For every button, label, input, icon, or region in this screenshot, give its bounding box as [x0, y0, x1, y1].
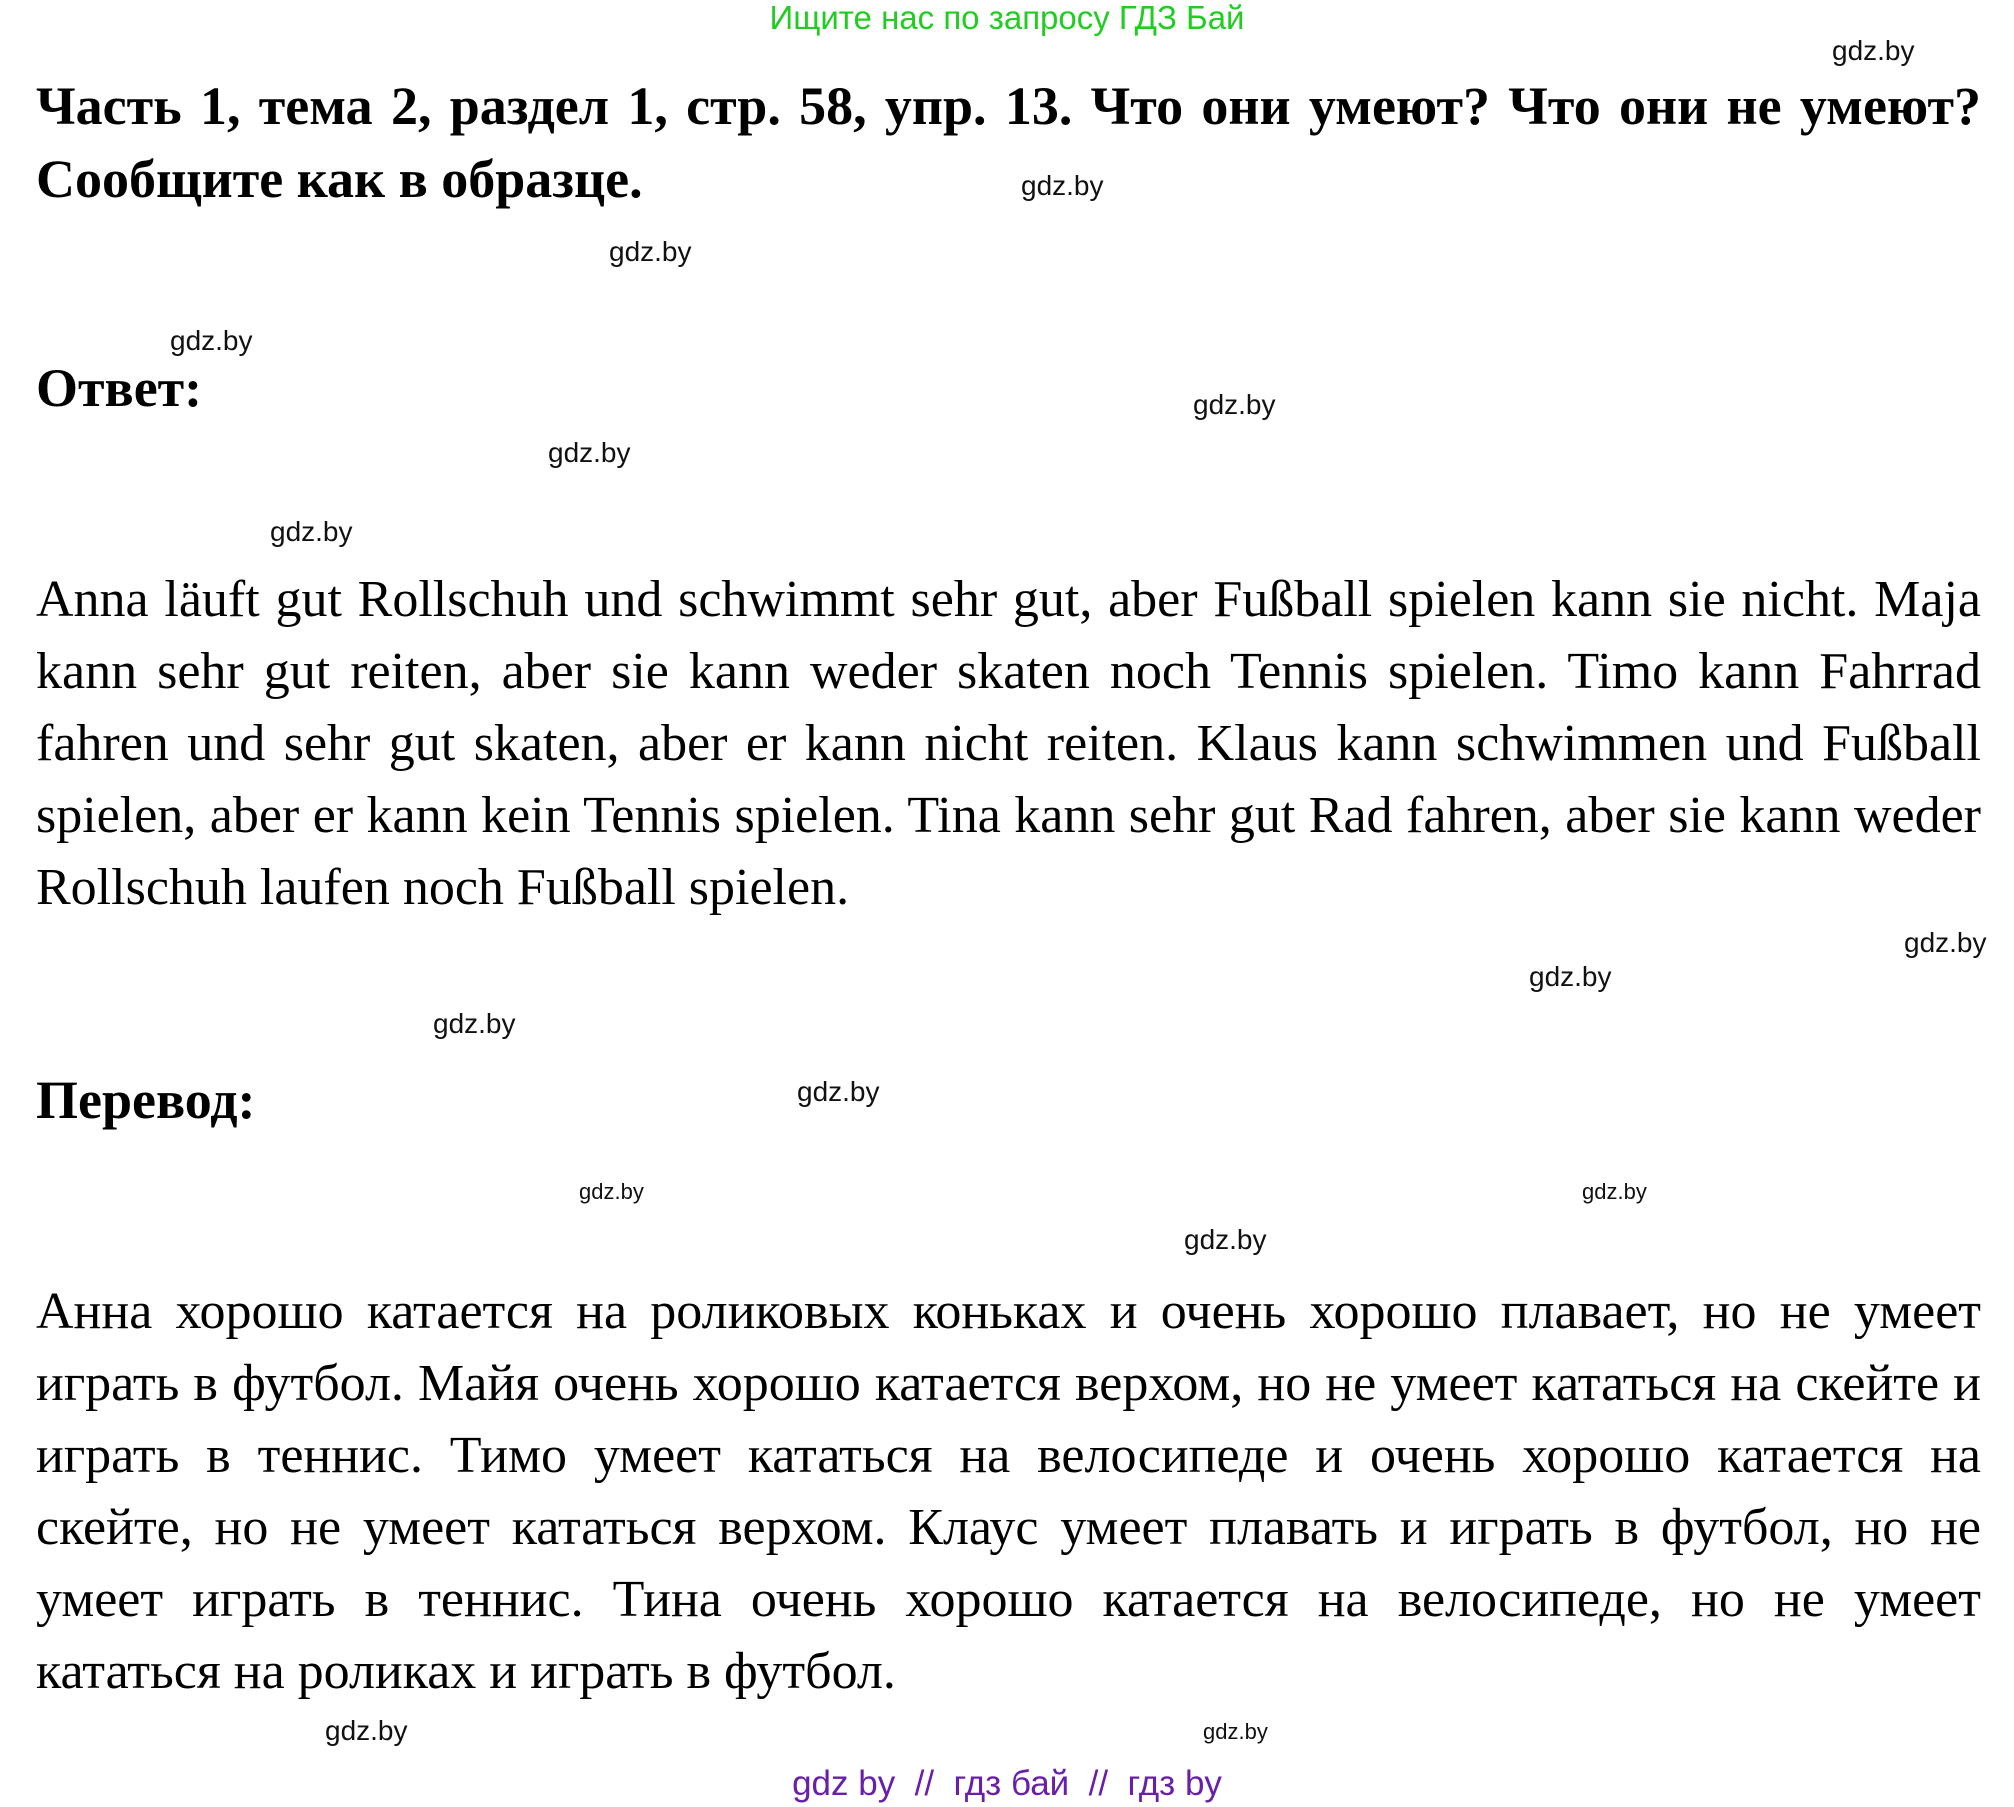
watermark: gdz.by [1021, 170, 1104, 201]
watermark: gdz.by [433, 1008, 516, 1039]
watermark: gdz.by [325, 1715, 408, 1746]
footer-links: gdz by // гдз бай // гдз by [792, 1764, 1222, 1803]
watermark: gdz.by [1904, 927, 1987, 958]
translation-heading: Перевод: [36, 1070, 256, 1130]
watermark: gdz.by [609, 236, 692, 267]
watermark: gdz.by [579, 1179, 644, 1204]
translation-text: Анна хорошо катается на роликовых коньках и очень хорошо плавает, но не умеет играть в футбол. Майя очень хорошо катается верхом, но не умеет кататься на скейте и играть в теннис. Тимо умеет кататься на велосипеде и очень хорошо катается на скейте, но не умеет кататься верхом. Клаус умеет плавать и играть в футбол, но не умеет играть в теннис. Тина очень хорошо катается на велосипеде, но не умеет кататься на роликах и играть в футбол. [36, 1283, 1981, 1700]
watermark: gdz.by [1203, 1719, 1268, 1744]
watermark: gdz.by [1529, 961, 1612, 992]
watermark: gdz.by [270, 516, 353, 547]
exercise-title: Часть 1, тема 2, раздел 1, стр. 58, упр. 13. Что они умеют? Что они не умеют? Сообщите как в образце. [36, 76, 1981, 209]
top-banner: Ищите нас по запросу ГДЗ Бай [769, 0, 1245, 36]
watermark: gdz.by [797, 1076, 880, 1107]
watermark: gdz.by [1582, 1179, 1647, 1204]
watermark: gdz.by [1832, 35, 1915, 66]
watermark: gdz.by [1193, 389, 1276, 420]
watermark: gdz.by [170, 325, 253, 356]
answer-text: Anna läuft gut Rollschuh und schwimmt sehr gut, aber Fußball spielen kann sie nicht. Maja kann sehr gut reiten, aber sie kann weder skaten noch Tennis spielen. Timo kann Fahrrad fahren und sehr gut skaten, aber er kann nicht reiten. Klaus kann schwimmen und Fußball spielen, aber er kann kein Tennis spielen. Tina kann sehr gut Rad fahren, aber sie kann weder Rollschuh laufen noch Fußball spielen. [36, 571, 1981, 916]
watermark: gdz.by [548, 437, 631, 468]
watermark: gdz.by [1184, 1224, 1267, 1255]
answer-heading: Ответ: [36, 358, 203, 418]
